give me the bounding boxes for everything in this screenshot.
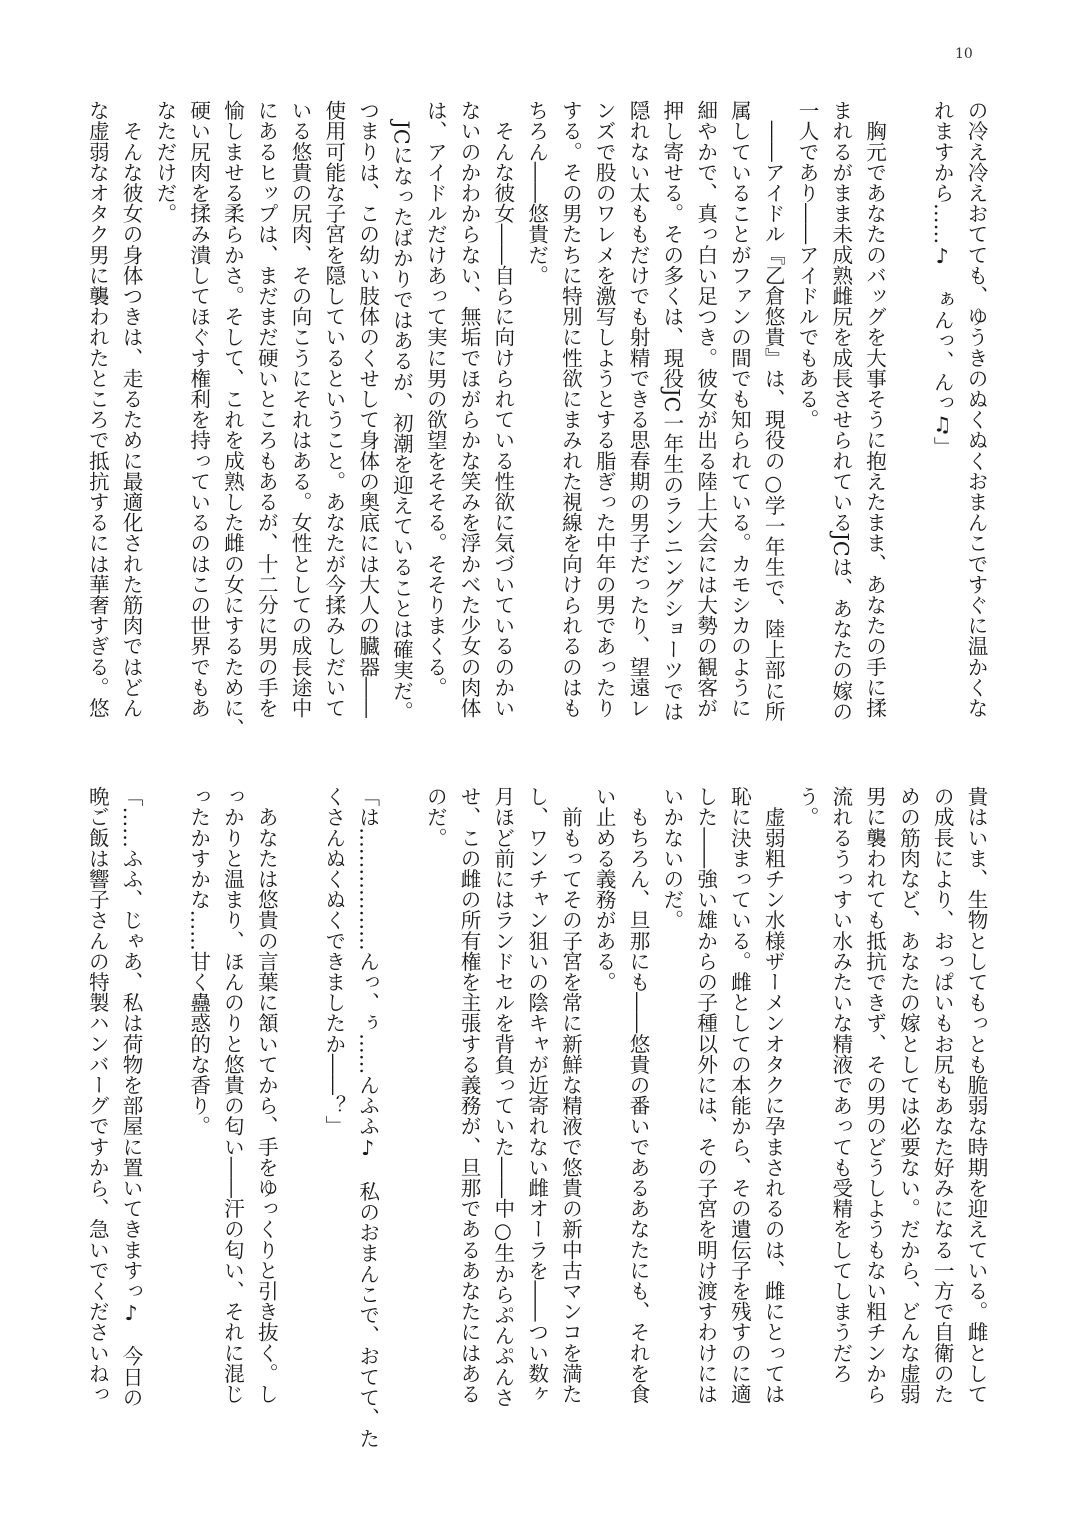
text-line: 「は………………んっ、ぅ……んふふ♪ 私のおまんこで、おてて、た [355, 786, 380, 1449]
text-line: 硬い尻肉を揉み潰してほぐす権利を持っているのはこの世界でもあ [186, 100, 211, 718]
text-line: 男に襲われても抵抗できず、その男のどうしようもない粗チンから [862, 786, 887, 1404]
text-line: する。その男たちに特別に性欲にまみれた視線を向けられるのはも [558, 100, 583, 718]
text-line: ったかすかな……甘く蠱惑的な香り。 [186, 786, 211, 1137]
text-line: 「……ふふ、じゃあ、私は荷物を部屋に置いてきますっ♪ 今日の [119, 786, 144, 1408]
text-line: な虚弱なオタク男に襲われたところで抵抗するには華奢すぎる。悠 [85, 100, 110, 718]
text-line: JCになったばかりではあるが、初潮を迎えていることは確実だ。 [389, 100, 414, 722]
text-line: ――アイドル『乙倉悠貴』は、現役の○学一年生で、陸上部に所 [761, 100, 786, 722]
text-block-bottom [79, 786, 992, 1449]
text-line: 隠れない太ももだけでも射精できる思春期の男子だったり、望遠レ [626, 100, 651, 718]
text-line: めの筋肉など、あなたの嫁としては必要ない。だから、どんな虚弱 [896, 786, 921, 1404]
text-line: は、アイドルだけあって実に男の欲望をそそる。そそりまくる。 [423, 100, 448, 698]
text-line: 使用可能な子宮を隠しているということ。あなたが今揉みしだいて [321, 100, 346, 718]
text-line: の冷え冷えおてても、ゆうきのぬくぬくおまんこですぐに温かくな [964, 100, 988, 718]
text-line [891, 100, 925, 730]
text-line: 押し寄せる。その多くは、現役JC一年生のランニングショーツでは [659, 100, 684, 722]
text-block-top [79, 100, 992, 739]
text-line: う。 [795, 786, 820, 828]
page-number: 10 [955, 46, 973, 62]
text-line: した――強い雄からの子種以外には、その子宮を明け渡すわけには [693, 786, 718, 1404]
text-line: い止める義務がある。 [592, 786, 617, 992]
text-line: くさんぬくぬくできましたか――？」 [321, 786, 346, 1137]
text-line: まれるがまま未成熟雌尻を成長させられているJCは、あなたの嫁の [828, 100, 853, 722]
text-line: せ、この雌の所有権を主張する義務が、旦那であるあなたにはある [457, 786, 482, 1404]
text-line: あなたは悠貴の言葉に頷いてから、手をゆっくりと引き抜く。し [254, 786, 279, 1404]
text-line: 愉しませる柔らかさ。そして、これを成熟した雌の女にするために、 [220, 100, 245, 739]
text-line [147, 786, 181, 1416]
text-line: 貴はいま、生物としてもっとも脆弱な時期を迎えている。雌として [964, 786, 988, 1404]
text-line: つまりは、この幼い肢体のくせして身体の奥底には大人の臓器―― [355, 100, 380, 718]
text-line: の成長により、おっぱいもお尻もあなた好みになる一方で自衛のた [930, 786, 955, 1404]
text-line: いかないのだ。 [659, 786, 684, 931]
text-line: 細やかで、真っ白い足つき。彼女が出る陸上大会には大勢の観客が [693, 100, 718, 718]
text-line [282, 786, 316, 1416]
text-line: ちろん――悠貴だ。 [524, 100, 549, 286]
text-line: 一人であり――アイドルでもある。 [795, 100, 820, 430]
text-line: 晩ご飯は響子さんの特製ハンバーグですから、急いでくださいねっ [85, 786, 110, 1404]
text-line: し、ワンチャン狙いの陰キャが近寄れない雌オーラを――つい数ヶ [524, 786, 549, 1404]
text-line: そんな彼女の身体つきは、走るために最適化された筋肉ではどん [119, 100, 144, 718]
text-line: のだ。 [423, 786, 448, 848]
text-line: 前もってその子宮を常に新鮮な精液で悠貴の新中古マンコを満た [558, 786, 583, 1404]
text-line: 胸元であなたのバッグを大事そうに抱えたまま、あなたの手に揉 [862, 100, 887, 718]
text-line: いる悠貴の尻肉、その向こうにそれはある。女性としての成長途中 [288, 100, 313, 718]
text-line: にあるヒップは、まだまだ硬いところもあるが、十二分に男の手を [254, 100, 279, 718]
text-line: 月ほど前にはランドセルを背負っていた――中○生からぷんぷんさ [490, 786, 515, 1408]
text-line: なただけだ。 [152, 100, 177, 224]
text-line: もちろん、旦那にも――悠貴の番いであるあなたにも、それを食 [626, 786, 651, 1404]
text-line: 恥に決まっている。雌としての本能から、その遺伝子を残すのに適 [727, 786, 752, 1404]
text-line: ンズで股のワレメを激写しようとする脂ぎった中年の男であったり [592, 100, 617, 718]
text-line: っかりと温まり、ほんのりと悠貴の匂い――汗の匂い、それに混じ [220, 786, 245, 1404]
text-line: ないのかわからない、無垢でほがらかな笑みを浮かべた少女の肉体 [457, 100, 482, 718]
text-line [384, 786, 418, 1416]
text-line: 虚弱粗チン水様ザーメンオタクに孕まされるのは、雌にとっては [761, 786, 786, 1404]
text-line: れますから……♪ ぁんっ、んっ♫」 [930, 100, 955, 457]
text-line: 属していることがファンの間でも知られている。カモシカのように [727, 100, 752, 718]
text-line: そんな彼女――自らに向けられている性欲に気づいているのかい [490, 100, 515, 718]
text-line: 流れるうっすい水みたいな精液であっても受精をしてしまうだろ [828, 786, 853, 1384]
